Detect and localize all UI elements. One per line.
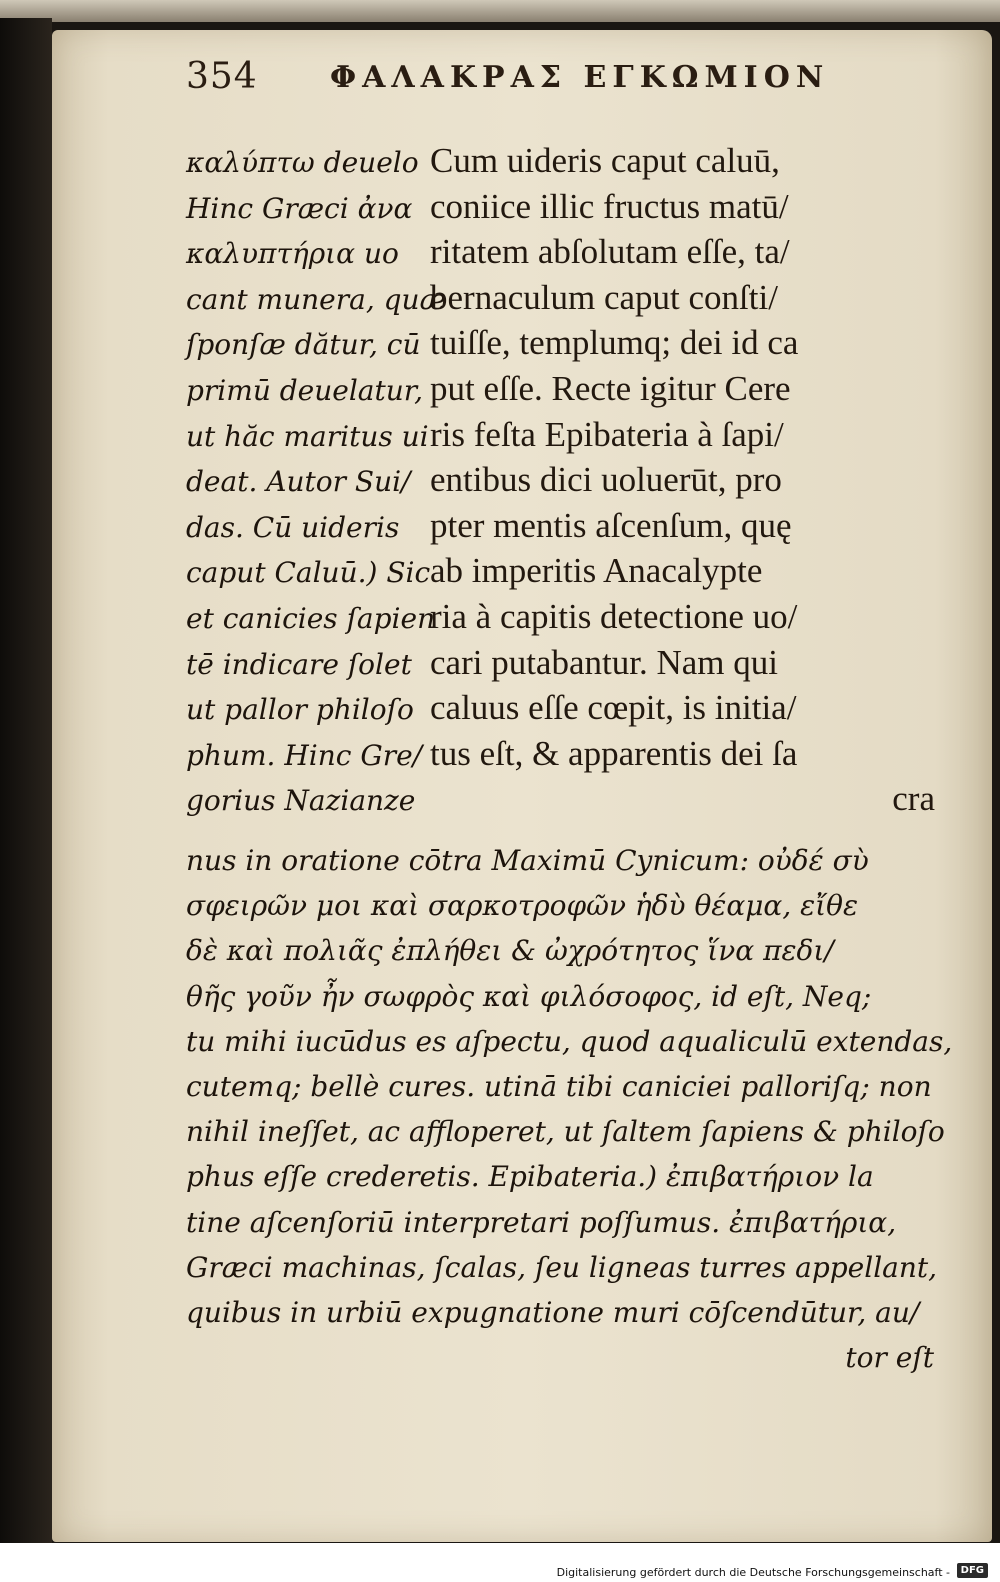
margin-note xyxy=(186,140,446,824)
commentary-line: nihil ineſſet, ac afflореret, ut ſaltem ſapiens & philoſo xyxy=(186,1115,945,1149)
main-text-line: ab imperitis Anacalypte xyxy=(430,551,763,591)
margin-note-line: gorius Nazianze xyxy=(186,784,416,818)
scan-binding-shadow xyxy=(0,18,52,1543)
margin-note-line: deat. Autor Sui/ xyxy=(186,465,411,499)
margin-note-line: ſponſæ dătur, cū xyxy=(186,328,421,362)
margin-note-line: ut hăc maritus ui xyxy=(186,419,429,453)
scan-top-edge xyxy=(0,0,1000,22)
commentary-line: quibus in urbiū expugnatione muri cōſcendūtur, au/ xyxy=(186,1296,920,1330)
funding-note: Digitalisierung gefördert durch die Deutsche Forschungsgemeinschaft - xyxy=(556,1566,950,1579)
commentary-catchword: tor eſt xyxy=(845,1341,934,1375)
margin-note-line: Hinc Græci ἀνα xyxy=(186,191,413,225)
margin-note-line: caput Caluū.) Sic xyxy=(186,556,431,590)
commentary-line: σφειρῶν μοι καὶ σαρκοτροφῶν ἡδὺ θέαμα, εἴθε xyxy=(186,889,859,923)
commentary-line: tu mihi iucūdus es aſpectu, quod aqualiculū extendas, xyxy=(186,1024,953,1058)
main-text-line: ria à capitis detectione uo/ xyxy=(430,596,798,636)
main-text-line: tus eſt, & apparentis dei ſa xyxy=(430,733,798,773)
commentary-line: θῆς γοῦν ἦν σωφρὸς καὶ φιλόσοφος, id eſt, Neq; xyxy=(186,979,872,1013)
main-text-line: cari putabantur. Nam qui xyxy=(430,642,778,682)
running-head: ΦΑΛΑΚΡΑΣ ΕΓΚΩΜΙΟΝ xyxy=(330,60,830,95)
margin-note-line: das. Cū uideris xyxy=(186,510,400,544)
margin-note-line: καλυπτήρια uo xyxy=(186,237,399,271)
commentary-line: phus eſſe crederetis. Epibateria.) ἐπιβατήριον la xyxy=(186,1160,874,1194)
main-text-line: entibus dici uoluerūt, pro xyxy=(430,460,782,500)
main-text-line: tuiſſe, templumq; dei id ca xyxy=(430,323,799,363)
margin-note-line: ut pallor philoſo xyxy=(186,693,414,727)
margin-note-line: tē indicare ſolet xyxy=(186,647,412,681)
commentary-line: nus in oratione cōtra Maximū Cynicum: οὐδέ σὺ xyxy=(186,844,869,877)
commentary-line: Græci machinas, ſcalas, ſeu ligneas turres appellant, xyxy=(186,1250,938,1284)
margin-note-line: phum. Hinc Gre/ xyxy=(186,738,423,772)
page-number: 354 xyxy=(186,56,258,97)
main-text-line: ris feſta Epibateria à ſapi/ xyxy=(430,414,784,454)
main-text-line: put eſſe. Recte igitur Cere xyxy=(430,368,791,408)
main-text-line: caluus eſſe cœpit, is initia/ xyxy=(430,688,797,728)
margin-note-line: καλύπτω deuelo xyxy=(186,146,419,179)
catchword-line: cra xyxy=(892,779,935,819)
main-text-line: pter mentis aſcenſum, quę xyxy=(430,505,792,545)
commentary-line: cutemq; bellè cures. utinā tibi caniciei palloriſq; non xyxy=(186,1070,932,1104)
dfg-logo: DFG xyxy=(957,1563,988,1578)
margin-note-line: primū deuelatur, xyxy=(186,373,423,407)
commentary-block xyxy=(186,838,953,1380)
main-text-column xyxy=(430,138,935,822)
main-text-line: Cum uideris caput caluū, xyxy=(430,141,780,180)
margin-note-line: et canicies ſapien xyxy=(186,601,436,635)
margin-note-line: cant munera, quæ xyxy=(186,282,446,316)
main-text-line: coniice illic fructus matū/ xyxy=(430,186,789,226)
main-text-line: bernaculum caput conſti/ xyxy=(430,277,778,317)
commentary-line: tine aſcenſoriū interpretari poſſumus. ἐπιβατήρια, xyxy=(186,1205,897,1239)
commentary-line: δὲ καὶ πολιᾶς ἐπλήθει & ὠχρότητος ἵνα πεδι/ xyxy=(186,934,834,968)
main-text-line: ritatem abſolutam eſſe, ta/ xyxy=(430,232,790,272)
